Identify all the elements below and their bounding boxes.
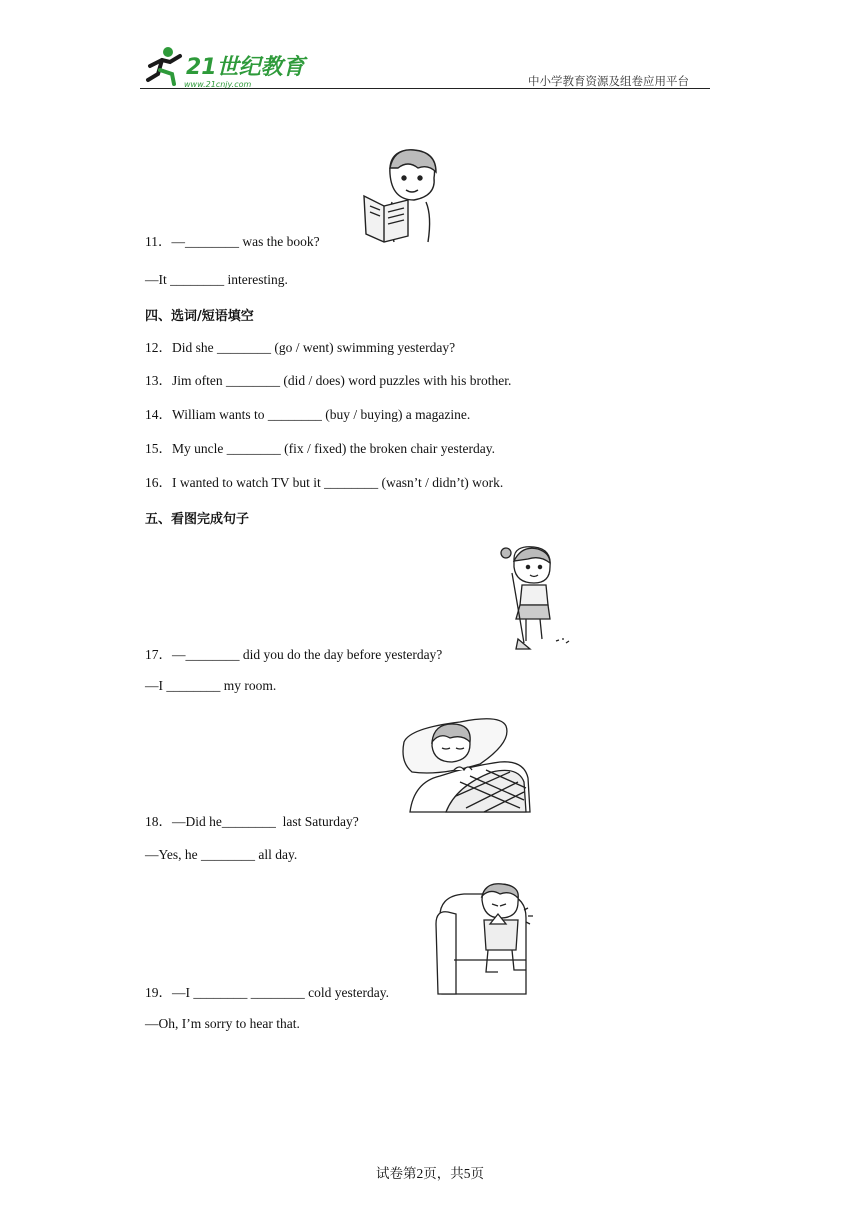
page-number: 试卷第2页，共5页	[376, 1166, 484, 1181]
q12: 12．Did she ________ (go / went) swimming yesterday?	[145, 340, 456, 355]
site-logo	[140, 44, 310, 90]
boy-sleeping-illustration	[400, 712, 532, 816]
section5-heading: 五、看图完成句子	[145, 512, 250, 527]
q18-answer: —Yes, he ________ all day.	[145, 847, 298, 862]
q17-question: 17．—________ did you do the day before yesterday?	[145, 647, 443, 662]
q11-answer: —It ________ interesting.	[145, 272, 288, 287]
q11-question: 11．—________ was the book?	[145, 234, 320, 249]
q13: 13．Jim often ________ (did / does) word puzzles with his brother.	[145, 373, 512, 388]
sick-boy-armchair-illustration	[434, 880, 552, 1000]
q17-answer: —I ________ my room.	[145, 678, 277, 693]
logo-url: www.21cnjy.com	[184, 80, 252, 89]
boy-reading-illustration	[358, 146, 442, 246]
q19-question: 19．—I ________ ________ cold yesterday.	[145, 985, 389, 1000]
q15: 15．My uncle ________ (fix / fixed) the broken chair yesterday.	[145, 441, 496, 456]
runner-icon	[148, 47, 180, 84]
section4-heading: 四、选词/短语填空	[145, 309, 254, 324]
q14: 14．William wants to ________ (buy / buying) a magazine.	[145, 407, 471, 422]
header-divider	[140, 88, 710, 89]
logo-text: 21世纪教育	[186, 55, 305, 80]
platform-title: 中小学教育资源及组卷应用平台	[528, 74, 689, 88]
girl-sweeping-illustration	[494, 543, 576, 655]
q19-answer: —Oh, I’m sorry to hear that.	[145, 1016, 300, 1031]
q18-question: 18．—Did he________ last Saturday?	[145, 814, 359, 829]
q16: 16．I wanted to watch TV but it ________ (wasn’t / didn’t) work.	[145, 475, 504, 490]
